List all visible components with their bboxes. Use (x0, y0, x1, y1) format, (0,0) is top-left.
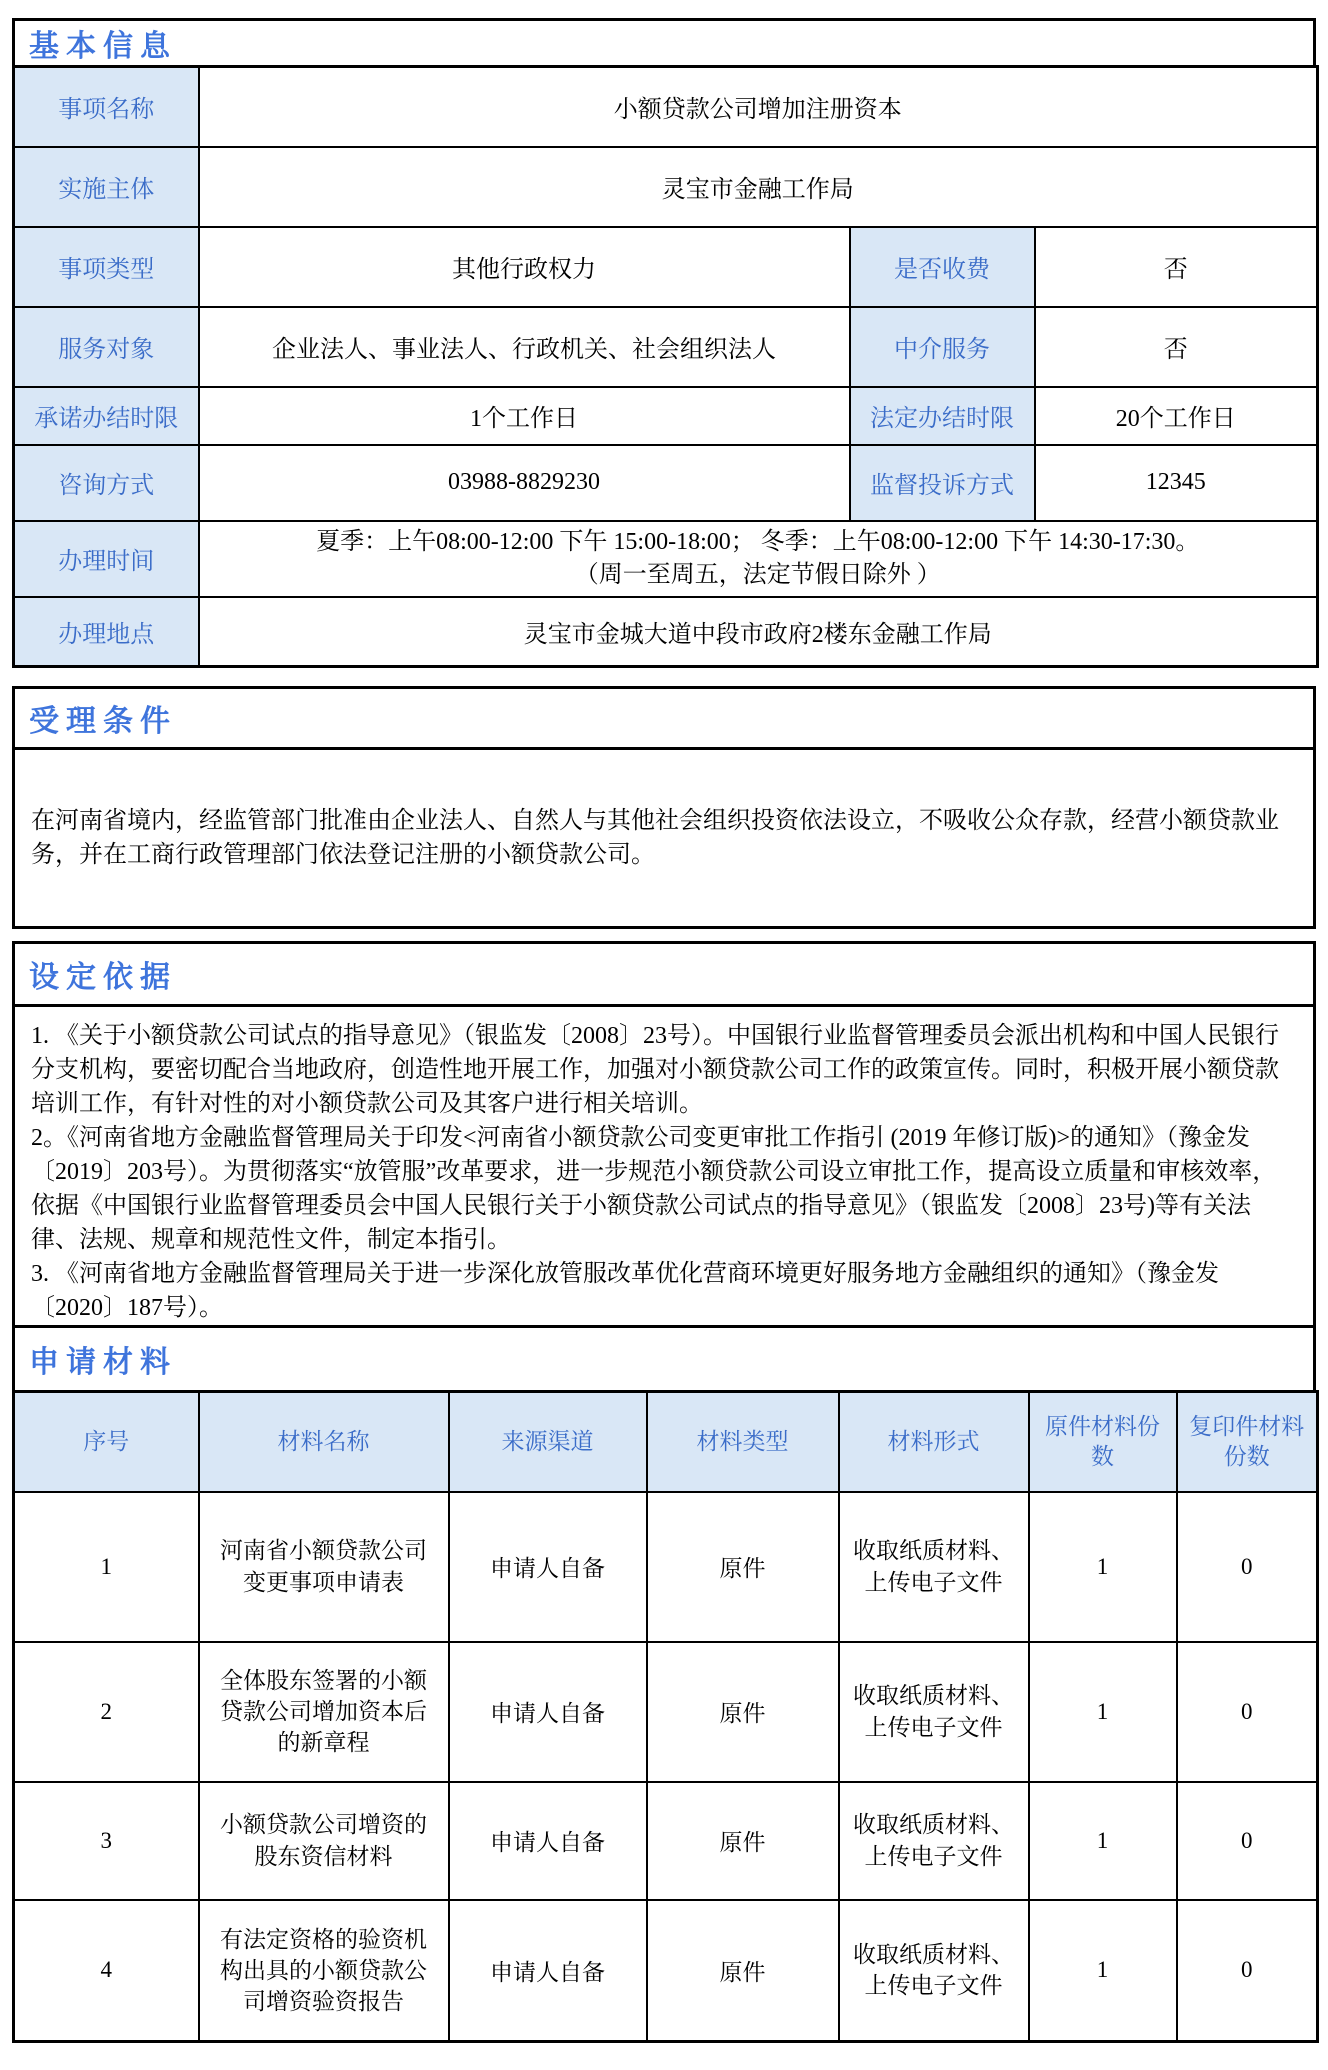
field-label: 事项名称 (14, 67, 199, 147)
acceptance-conditions-header (12, 686, 1316, 750)
material-name-text: 有法定资格的验资机构出具的小额贷款公司增资验资报告 (220, 1926, 427, 2014)
material-type: 原件 (647, 1492, 839, 1642)
material-copy-count: 0 (1177, 1782, 1318, 1900)
field-label: 实施主体 (14, 147, 199, 227)
basic-info-section (12, 18, 1316, 668)
material-original-count: 1 (1029, 1900, 1177, 2042)
material-original-count: 1 (1029, 1492, 1177, 1642)
column-header-name: 材料名称 (199, 1392, 449, 1492)
field-value: 灵宝市金城大道中段市政府2楼东金融工作局 (199, 597, 1318, 667)
basis-item-3: 3. 《河南省地方金融监督管理局关于进一步深化放管服改革优化营商环境更好服务地方金融组织的通知》（豫金发〔2020〕187号）。 (31, 1261, 1219, 1321)
field-value: 其他行政权力 (199, 227, 850, 307)
column-header-no: 序号 (14, 1392, 199, 1492)
setting-basis-header (12, 941, 1316, 1007)
material-form-text: 收取纸质材料、上传电子文件 (853, 1942, 1014, 1999)
field-value: 小额贷款公司增加注册资本 (199, 67, 1318, 147)
column-header-source: 来源渠道 (449, 1392, 647, 1492)
acceptance-conditions-body (12, 747, 1316, 929)
section-gap (12, 668, 1316, 686)
material-form (839, 1492, 1029, 1642)
application-materials-header (12, 1325, 1316, 1393)
field-value: 企业法人、事业法人、行政机关、社会组织法人 (199, 307, 850, 387)
section-title-acceptance: 受理条件 (29, 705, 177, 738)
material-no: 4 (14, 1900, 199, 2042)
basic-info-header (12, 18, 1316, 68)
material-name (199, 1642, 449, 1782)
field-label: 是否收费 (850, 227, 1035, 307)
material-form-text: 收取纸质材料、上传电子文件 (853, 1812, 1014, 1869)
field-label: 承诺办结时限 (14, 387, 199, 445)
material-row (14, 1642, 1318, 1782)
office-hours-line1: 夏季：上午08:00-12:00 下午 15:00-18:00； 冬季：上午08:00-12:00 下午 14:30-17:30。 (316, 528, 1200, 555)
field-label: 事项类型 (14, 227, 199, 307)
field-value: 1个工作日 (199, 387, 850, 445)
material-form-text: 收取纸质材料、上传电子文件 (853, 1538, 1014, 1595)
material-type: 原件 (647, 1642, 839, 1782)
material-name-text: 全体股东签署的小额贷款公司增加资本后的新章程 (220, 1667, 427, 1756)
row-office-hours (14, 521, 1318, 597)
column-header-type: 材料类型 (647, 1392, 839, 1492)
row-item-type (14, 227, 1318, 307)
office-hours-line2: （周一至周五，法定节假日除外 ） (574, 561, 941, 588)
field-label: 咨询方式 (14, 445, 199, 521)
field-value (199, 521, 1318, 597)
application-materials-table (12, 1390, 1319, 2043)
material-type: 原件 (647, 1782, 839, 1900)
field-label: 服务对象 (14, 307, 199, 387)
materials-header-row (14, 1392, 1318, 1492)
material-row (14, 1900, 1318, 2042)
material-form-text: 收取纸质材料、上传电子文件 (853, 1683, 1014, 1740)
row-office-location (14, 597, 1318, 667)
material-original-count: 1 (1029, 1642, 1177, 1782)
material-name-text: 小额贷款公司增资的股东资信材料 (220, 1812, 427, 1869)
material-no: 1 (14, 1492, 199, 1642)
material-name-text: 河南省小额贷款公司变更事项申请表 (220, 1538, 427, 1595)
material-source: 申请人自备 (449, 1782, 647, 1900)
acceptance-conditions-section (12, 686, 1316, 929)
material-source: 申请人自备 (449, 1900, 647, 2042)
material-form (839, 1642, 1029, 1782)
field-value: 灵宝市金融工作局 (199, 147, 1318, 227)
field-label: 办理时间 (14, 521, 199, 597)
material-name (199, 1900, 449, 2042)
basis-item-2: 2。《河南省地方金融监督管理局关于印发<河南省小额贷款公司变更审批工作指引 (2019 年修订版)>的通知》（豫金发〔2019〕203号）。为贯彻落实“放管服”改革要求，进一步规范小额贷款公司设立审批工作，提高设立质量和审核效率，依据《中国银行业监督管理委员会中国人民银行关于小额贷款公司试点的指导意见》（银监发〔2008〕23号)等有关法律、法规、规章和规范性文件，制定本指引。 (31, 1125, 1277, 1253)
section-title-basis: 设定依据 (29, 961, 177, 994)
material-row (14, 1782, 1318, 1900)
material-form (839, 1900, 1029, 2042)
section-title-basic: 基本信息 (29, 30, 177, 63)
material-copy-count: 0 (1177, 1642, 1318, 1782)
material-source: 申请人自备 (449, 1642, 647, 1782)
row-service-target (14, 307, 1318, 387)
material-type: 原件 (647, 1900, 839, 2042)
field-value: 否 (1035, 307, 1318, 387)
row-item-name (14, 67, 1318, 147)
material-original-count: 1 (1029, 1782, 1177, 1900)
field-label: 监督投诉方式 (850, 445, 1035, 521)
material-no: 2 (14, 1642, 199, 1782)
column-header-form: 材料形式 (839, 1392, 1029, 1492)
material-name (199, 1492, 449, 1642)
field-label: 中介服务 (850, 307, 1035, 387)
field-value: 否 (1035, 227, 1318, 307)
row-consultation-method (14, 445, 1318, 521)
material-row (14, 1492, 1318, 1642)
column-header-original-count: 原件材料份数 (1029, 1392, 1177, 1492)
field-value: 03988-8829230 (199, 445, 850, 521)
basic-info-table (12, 65, 1319, 668)
section-gap (12, 929, 1316, 941)
material-form (839, 1782, 1029, 1900)
section-title-materials: 申请材料 (29, 1346, 177, 1379)
column-header-copy-count: 复印件材料份数 (1177, 1392, 1318, 1492)
field-value: 20个工作日 (1035, 387, 1318, 445)
field-label: 办理地点 (14, 597, 199, 667)
material-copy-count: 0 (1177, 1900, 1318, 2042)
setting-basis-body (12, 1004, 1316, 1328)
basis-and-materials-section (12, 941, 1316, 2043)
basis-item-1: 1. 《关于小额贷款公司试点的指导意见》（银监发〔2008〕23号）。中国银行业监督管理委员会派出机构和中国人民银行分支机构，要密切配合当地政府，创造性地开展工作，加强对小额贷款公司工作的政策宣传。同时，积极开展小额贷款培训工作，有针对性的对小额贷款公司及其客户进行相关培训。 (31, 1023, 1279, 1117)
material-copy-count: 0 (1177, 1492, 1318, 1642)
row-promised-time-limit (14, 387, 1318, 445)
material-name (199, 1782, 449, 1900)
material-no: 3 (14, 1782, 199, 1900)
row-implementing-body (14, 147, 1318, 227)
acceptance-conditions-text: 在河南省境内，经监管部门批准由企业法人、自然人与其他社会组织投资依法设立，不吸收公众存款，经营小额贷款业务，并在工商行政管理部门依法登记注册的小额贷款公司。 (31, 808, 1279, 868)
field-label: 法定办结时限 (850, 387, 1035, 445)
material-source: 申请人自备 (449, 1492, 647, 1642)
field-value: 12345 (1035, 445, 1318, 521)
